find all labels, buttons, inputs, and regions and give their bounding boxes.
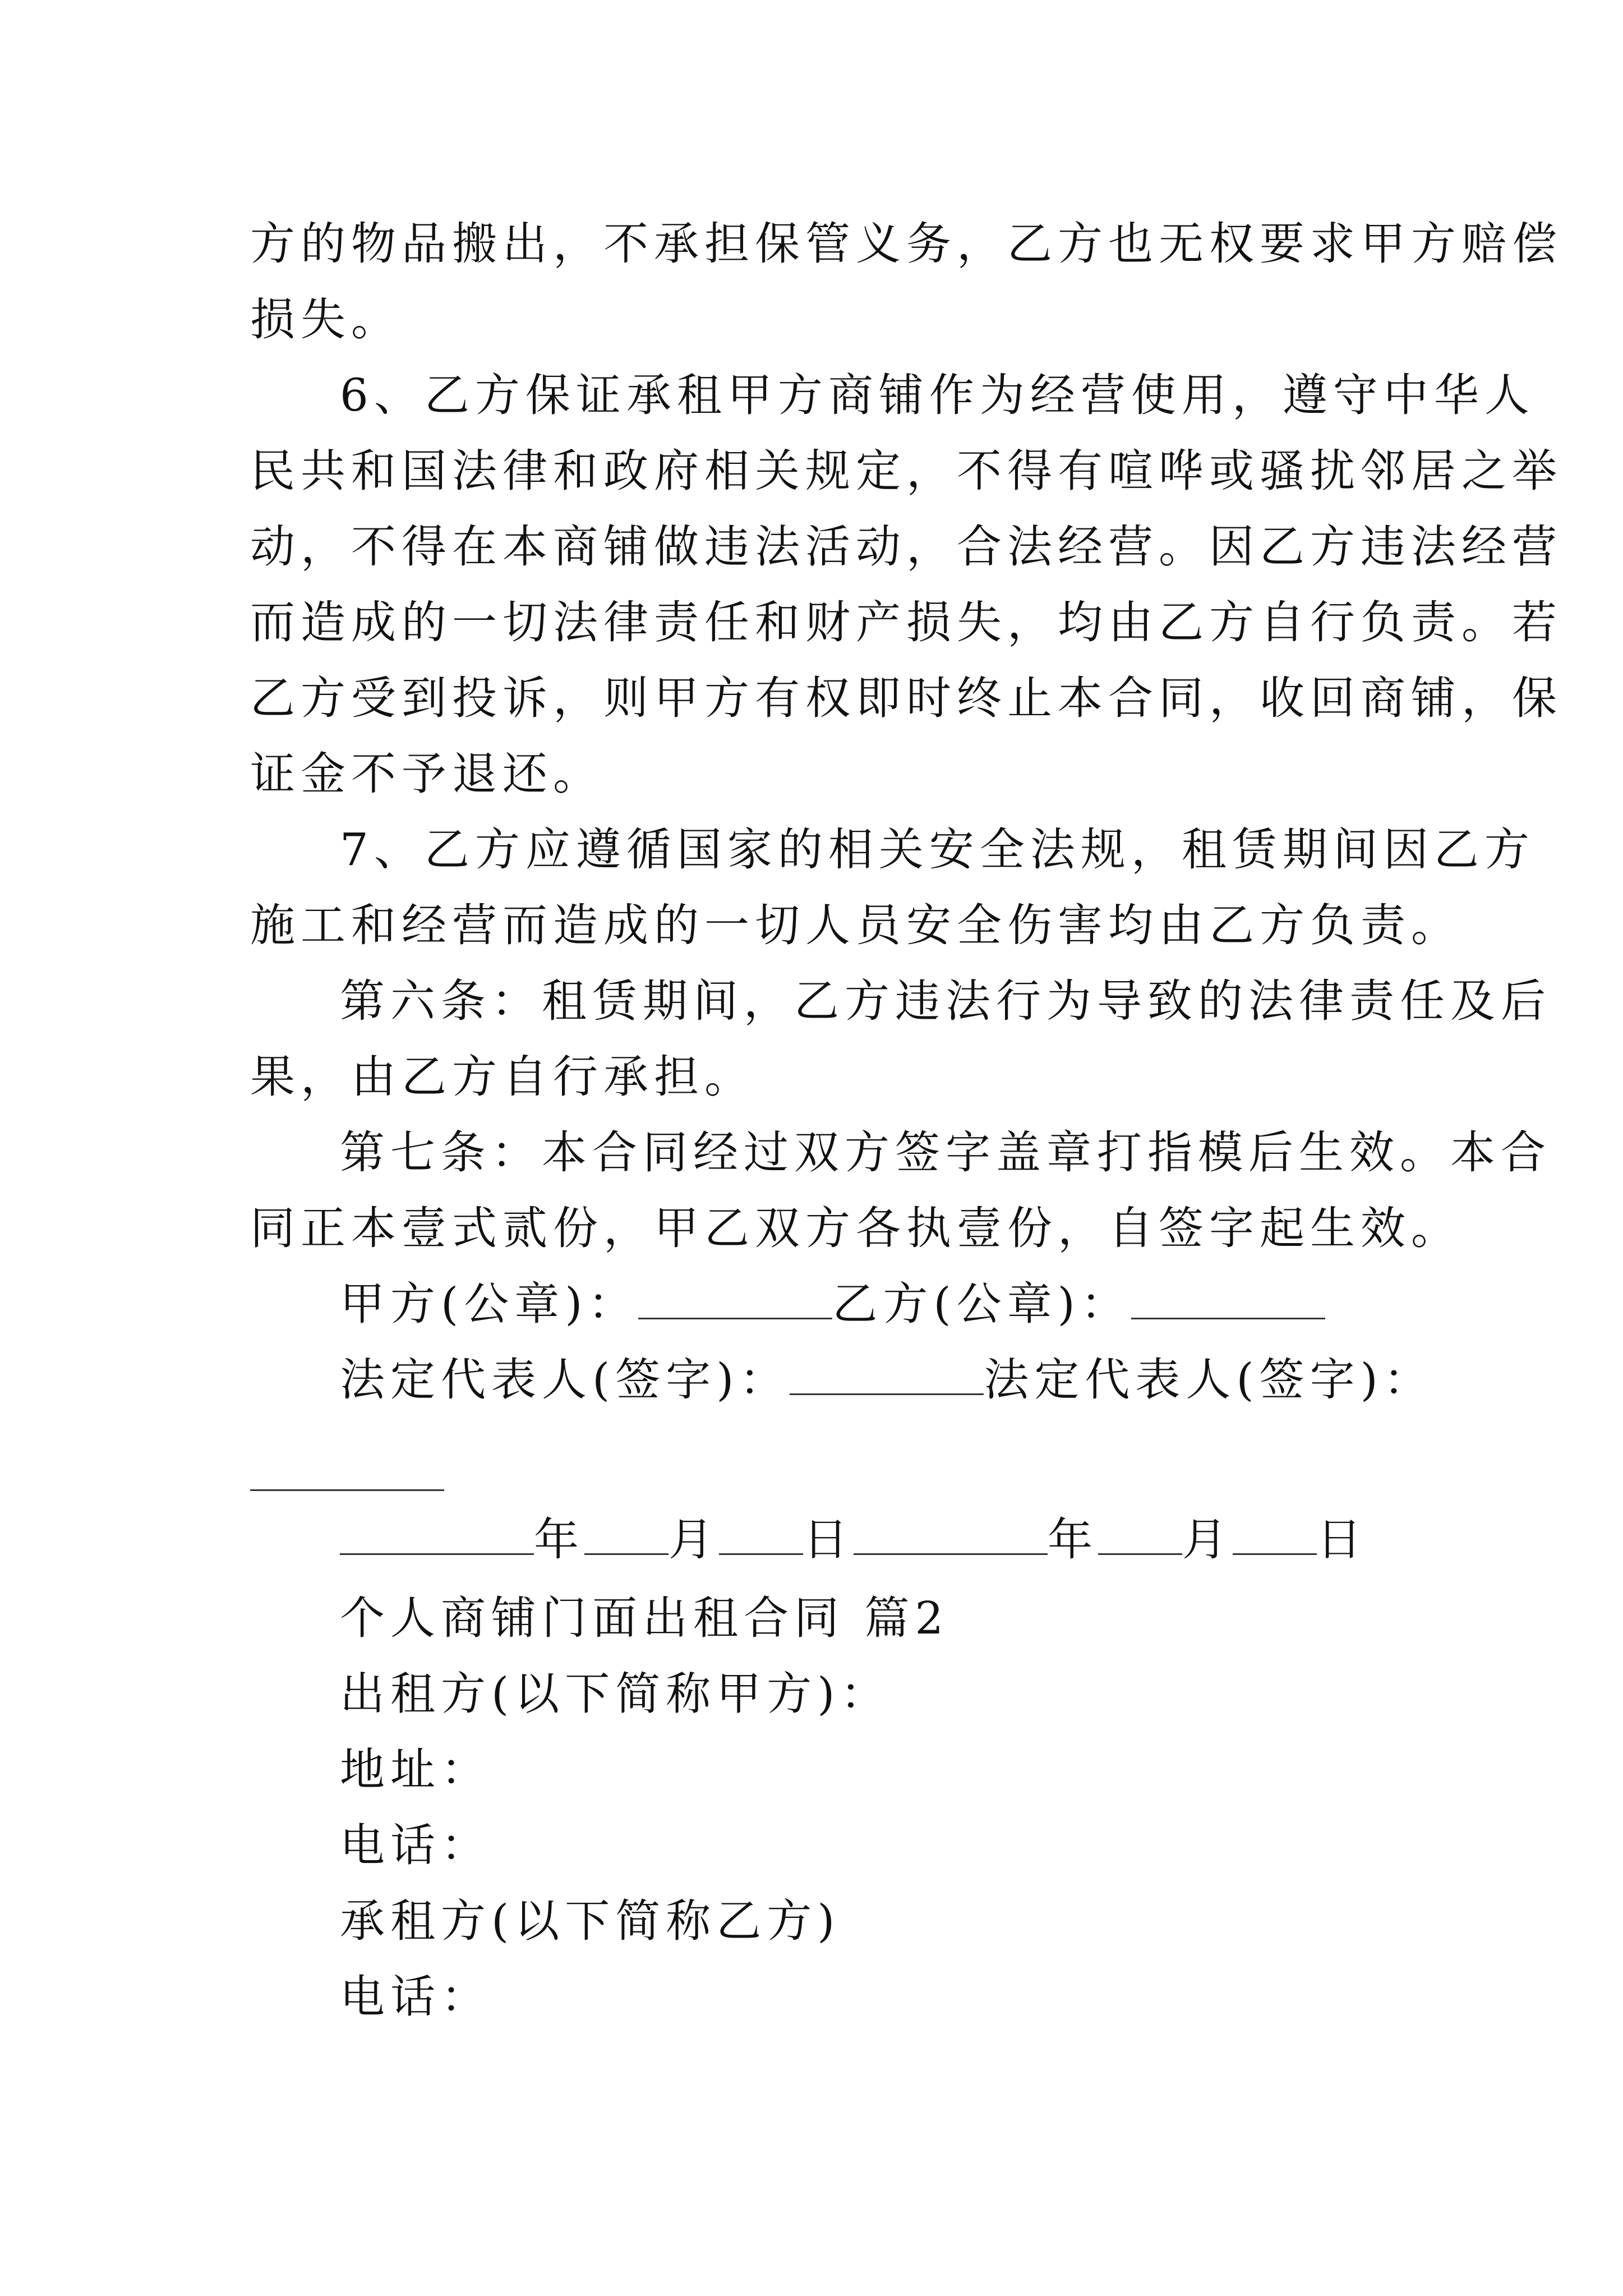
year-b-blank xyxy=(854,1519,1048,1555)
paragraph-line: 6、乙方保证承租甲方商铺作为经营使用，遵守中华人 xyxy=(340,369,1535,421)
phone-label: 电话： xyxy=(340,1971,491,2023)
paragraph-line: 损失。 xyxy=(250,293,402,346)
party-b-seal-blank xyxy=(1131,1283,1325,1319)
article-7-line: 第七条：本合同经过双方签字盖章打指模后生效。本合 xyxy=(340,1126,1551,1179)
year-b-label: 年 xyxy=(1048,1513,1098,1566)
day-b-blank xyxy=(1233,1519,1317,1555)
date-line xyxy=(340,1512,1394,1568)
month-b-blank xyxy=(1098,1519,1182,1555)
rep-b-label: 法定代表人(签字)： xyxy=(984,1354,1434,1406)
day-a-label: 日 xyxy=(803,1513,854,1566)
rep-a-blank xyxy=(790,1359,984,1395)
party-b-seal-label: 乙方(公章)： xyxy=(832,1278,1131,1330)
rep-a-label: 法定代表人(签字)： xyxy=(340,1354,790,1406)
year-a-blank xyxy=(340,1519,534,1555)
rep-b-blank xyxy=(250,1489,444,1491)
day-b-label: 日 xyxy=(1317,1513,1367,1566)
paragraph-line: 民共和国法律和政府相关规定，不得有喧哗或骚扰邻居之举 xyxy=(250,445,1562,497)
year-a-label: 年 xyxy=(534,1513,584,1566)
paragraph-line: 方的物品搬出，不承担保管义务，乙方也无权要求甲方赔偿 xyxy=(250,218,1562,270)
paragraph-line: 7、乙方应遵循国家的相关安全法规，租赁期间因乙方 xyxy=(340,823,1535,876)
address-label: 地址： xyxy=(340,1743,491,1796)
month-b-label: 月 xyxy=(1182,1513,1233,1566)
lessor-label: 出租方(以下简称甲方)： xyxy=(340,1668,891,1720)
day-a-blank xyxy=(719,1519,803,1555)
paragraph-line: 而造成的一切法律责任和财产损失，均由乙方自行负责。若 xyxy=(250,596,1562,648)
month-a-blank xyxy=(584,1519,668,1555)
contract-title: 个人商铺门面出租合同 篇2 xyxy=(340,1592,949,1644)
lessee-label: 承租方(以下简称乙方) xyxy=(340,1895,841,1947)
paragraph-line: 乙方受到投诉，则甲方有权即时终止本合同，收回商铺，保 xyxy=(250,672,1562,724)
seal-line xyxy=(340,1276,1394,1332)
article-6-line: 果，由乙方自行承担。 xyxy=(250,1051,755,1103)
party-a-seal-label: 甲方(公章)： xyxy=(340,1278,639,1330)
paragraph-line: 动，不得在本商铺做违法活动，合法经营。因乙方违法经营 xyxy=(250,521,1562,573)
month-a-label: 月 xyxy=(668,1513,719,1566)
representative-line xyxy=(340,1352,1434,1408)
phone-label: 电话： xyxy=(340,1819,491,1871)
paragraph-line: 施工和经营而造成的一切人员安全伤害均由乙方负责。 xyxy=(250,899,1461,951)
party-a-seal-blank xyxy=(638,1283,832,1319)
article-6-line: 第六条：租赁期间，乙方违法行为导致的法律责任及后 xyxy=(340,975,1551,1027)
article-7-line: 同正本壹式贰份，甲乙双方各执壹份，自签字起生效。 xyxy=(250,1202,1461,1254)
paragraph-line: 证金不予退还。 xyxy=(250,748,603,800)
